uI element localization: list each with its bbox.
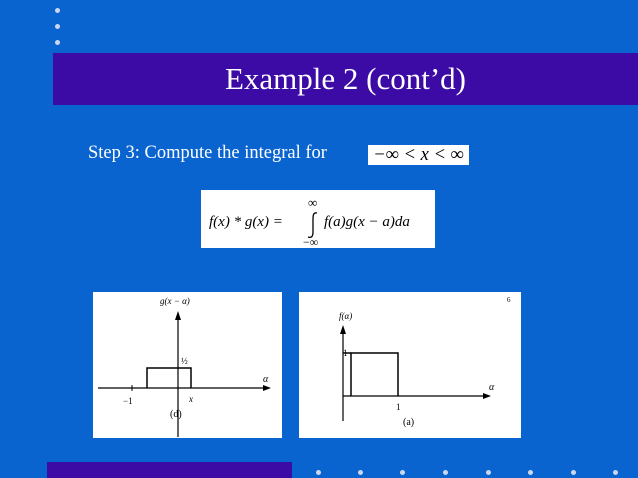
corner-mark: 6 <box>507 296 511 304</box>
range-expression: −∞ < x < ∞ <box>368 145 469 165</box>
x-axis-label: α <box>489 382 495 393</box>
y-axis-label: f(α) <box>339 311 353 321</box>
decor-dot <box>443 470 448 475</box>
decor-dot <box>613 470 618 475</box>
tick-label-left: −1 <box>123 396 133 406</box>
decor-dot <box>528 470 533 475</box>
height-label: ½ <box>181 356 188 366</box>
formula-lower-limit: −∞ <box>303 235 319 248</box>
formula-graphic <box>201 190 435 248</box>
decor-dot <box>316 470 321 475</box>
tick-label-right: x <box>189 394 193 404</box>
y-axis-arrow-icon <box>340 325 346 334</box>
figure-a-plot <box>299 292 521 438</box>
decor-dot <box>571 470 576 475</box>
pulse-shape <box>147 368 191 388</box>
y-axis-arrow-icon <box>175 311 181 320</box>
figure-a-f-alpha <box>299 292 521 438</box>
x-axis-arrow-icon <box>483 393 491 399</box>
figure-caption: (a) <box>403 417 415 428</box>
x-axis-label: α <box>263 374 269 385</box>
formula-lhs: f(x) * g(x) = <box>209 214 283 230</box>
formula-integrand: f(a)g(x − a)da <box>324 214 410 230</box>
convolution-formula <box>201 190 435 248</box>
decor-dot <box>400 470 405 475</box>
pulse-shape <box>351 353 398 396</box>
formula-upper-limit: ∞ <box>308 195 318 210</box>
figure-d-plot <box>93 292 282 438</box>
height-label: 1 <box>343 348 348 358</box>
bottom-bar <box>47 462 292 478</box>
y-axis-label: g(x − α) <box>160 296 190 306</box>
figure-d-shifted-g <box>93 292 282 438</box>
decor-dot <box>55 40 60 45</box>
decor-dot <box>358 470 363 475</box>
integral-sign-icon <box>308 213 317 238</box>
step-text: Step 3: Compute the integral for <box>88 143 327 163</box>
figure-caption: (d) <box>170 409 182 420</box>
tick-label-right: 1 <box>396 402 401 412</box>
x-axis-arrow-icon <box>263 385 271 391</box>
decor-dot <box>55 8 60 13</box>
decor-dot <box>55 24 60 29</box>
decor-dot <box>486 470 491 475</box>
title-bar <box>53 53 638 105</box>
slide-title: Example 2 (cont’d) <box>224 61 467 96</box>
